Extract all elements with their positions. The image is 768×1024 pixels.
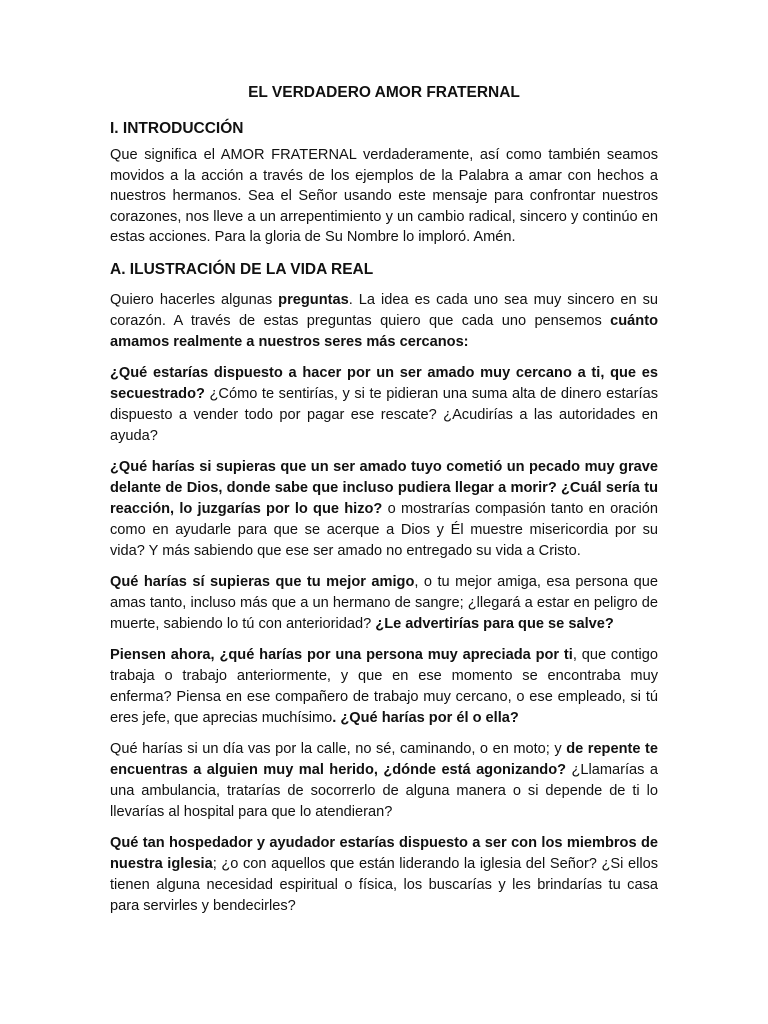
- text-span: ; ¿o con aquellos que están liderando la iglesia del Señor? ¿Si ellos tienen alguna necesidad espiritual o física, los buscarías y les brindarías tu casa para servirles y bendecirles?: [110, 855, 658, 914]
- text-span: Qué harías si un día vas por la calle, no sé, caminando, o en moto; y: [110, 740, 567, 757]
- paragraph-hospedador: [110, 833, 658, 917]
- bold-span: ¿Qué estarías dispuesto a hacer por un ser amado muy cercano a ti, que es secuestrado?: [110, 364, 658, 402]
- bold-span: . ¿Qué harías por él o ella?: [332, 709, 519, 726]
- section-heading-ilustracion: A. ILUSTRACIÓN DE LA VIDA REAL: [110, 260, 374, 278]
- bold-span: cuánto amamos realmente a nuestros seres más cercanos:: [110, 312, 658, 350]
- text-span: o mostrarías compasión tanto en oración como en ayudarle para que se acerque a Dios y Él muestre misericordia por su vida? Y más sabiendo que ese ser amado no entregado su vida a Cristo.: [110, 500, 658, 559]
- bold-span: Qué harías sí supieras que tu mejor amigo: [110, 573, 415, 590]
- document-title: EL VERDADERO AMOR FRATERNAL: [248, 84, 520, 101]
- section-heading-introduccion: I. INTRODUCCIÓN: [110, 120, 244, 137]
- text-span: , o tu mejor amiga, esa persona que amas tanto, incluso más que a un hermano de sangre; ¿llegará a estar en peligro de muerte, sabiendo lo tú con anterioridad?: [110, 573, 658, 632]
- text-span: . La idea es cada uno sea muy sincero en su corazón. A través de estas preguntas quiero que cada uno pensemos: [110, 291, 659, 329]
- paragraph-herido: [110, 739, 658, 823]
- bold-span: Piensen ahora, ¿qué harías por una persona muy apreciada por ti: [110, 646, 573, 663]
- text-span: ¿Cómo te sentirías, y si te pidieran una suma alta de dinero estarías dispuesto a vender todo por pagar ese rescate? ¿Acudirías a las autoridades en ayuda?: [110, 385, 658, 444]
- bold-span: Qué tan hospedador y ayudador estarías dispuesto a ser con los miembros de nuestra iglesia: [110, 834, 658, 872]
- intro-paragraph: Que significa el AMOR FRATERNAL verdaderamente, así como también seamos movidos a la acción a través de los ejemplos de la Palabra a amar con hechos a nuestros hermanos. Sea el Señor usando este mensaje para confrontar nuestros corazones, nos lleve a un arrepentimiento y un cambio radical, sincero y continúo en estas acciones. Para la gloria de Su Nombre lo imploró. Amén.: [110, 147, 658, 245]
- text-span: , que contigo trabaja o trabajo anteriormente, y que en ese momento se encontraba muy enferma? Piensa en ese compañero de trabajo muy cercano, o ese empleado, si tú eres jefe, que aprecias muchísimo: [110, 646, 658, 726]
- text-span: Quiero hacerles algunas: [110, 291, 279, 308]
- bold-span: preguntas: [278, 291, 349, 308]
- paragraph-mejor-amigo: [110, 572, 658, 635]
- paragraph-preguntas: [110, 290, 658, 353]
- bold-span: ¿Qué harías si supieras que un ser amado tuyo cometió un pecado muy grave delante de Dios, donde sabe que incluso pudiera llegar a morir? ¿Cuál sería tu reacción, lo juzgarías por lo que hizo?: [110, 458, 658, 517]
- bold-span: ¿Le advertirías para que se salve?: [375, 615, 614, 632]
- paragraph-persona-apreciada: [110, 645, 658, 729]
- bold-span: de repente te encuentras a alguien muy mal herido, ¿dónde está agonizando?: [110, 740, 658, 778]
- paragraph-pecado: [110, 457, 658, 562]
- paragraph-secuestrado: [110, 363, 658, 447]
- text-span: ¿Llamarías a una ambulancia, tratarías de socorrerlo de alguna manera o si depende de ti lo llevarías al hospital para que lo atendieran?: [110, 761, 658, 820]
